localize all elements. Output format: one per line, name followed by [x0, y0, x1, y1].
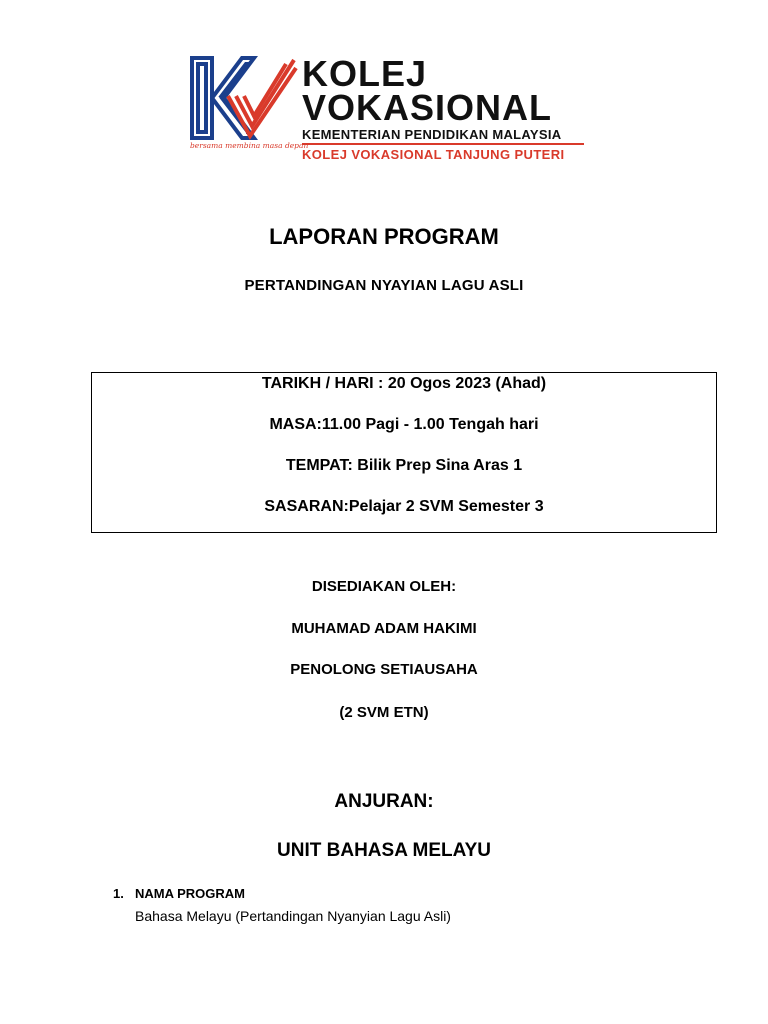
event-date: TARIKH / HARI : 20 Ogos 2023 (Ahad) [261, 375, 547, 392]
preparer-role: PENOLONG SETIAUSAHA [290, 661, 478, 678]
event-target: SASARAN:Pelajar 2 SVM Semester 3 [264, 498, 544, 515]
logo-campus-text: KOLEJ VOKASIONAL TANJUNG PUTERI [302, 147, 565, 162]
report-subtitle: PERTANDINGAN NYAYIAN LAGU ASLI [244, 277, 524, 294]
logo-tagline: bersama membina masa depan [190, 141, 309, 150]
college-logo [190, 53, 590, 168]
preparer-name: MUHAMAD ADAM HAKIMI [291, 620, 477, 637]
event-info-box [91, 372, 717, 533]
preparer-class: (2 SVM ETN) [339, 704, 429, 721]
kv-emblem-icon [190, 56, 298, 140]
logo-ministry-text: KEMENTERIAN PENDIDIKAN MALAYSIA [302, 127, 562, 142]
section-heading: NAMA PROGRAM [135, 886, 246, 901]
organizer-label: ANJURAN: [334, 791, 434, 812]
logo-divider [302, 143, 584, 145]
section-body: Bahasa Melayu (Pertandingan Nyanyian Lagu Asli) [135, 908, 451, 924]
prepared-by-label: DISEDIAKAN OLEH: [311, 578, 457, 595]
report-title: LAPORAN PROGRAM [269, 224, 499, 249]
event-place: TEMPAT: Bilik Prep Sina Aras 1 [285, 457, 523, 474]
organizer-unit: UNIT BAHASA MELAYU [277, 840, 491, 861]
section-number: 1. [113, 886, 124, 901]
event-time: MASA:11.00 Pagi - 1.00 Tengah hari [269, 416, 539, 433]
logo-kolej-text: KOLEJ [302, 53, 428, 94]
logo-vokasional-text: VOKASIONAL [302, 87, 553, 128]
